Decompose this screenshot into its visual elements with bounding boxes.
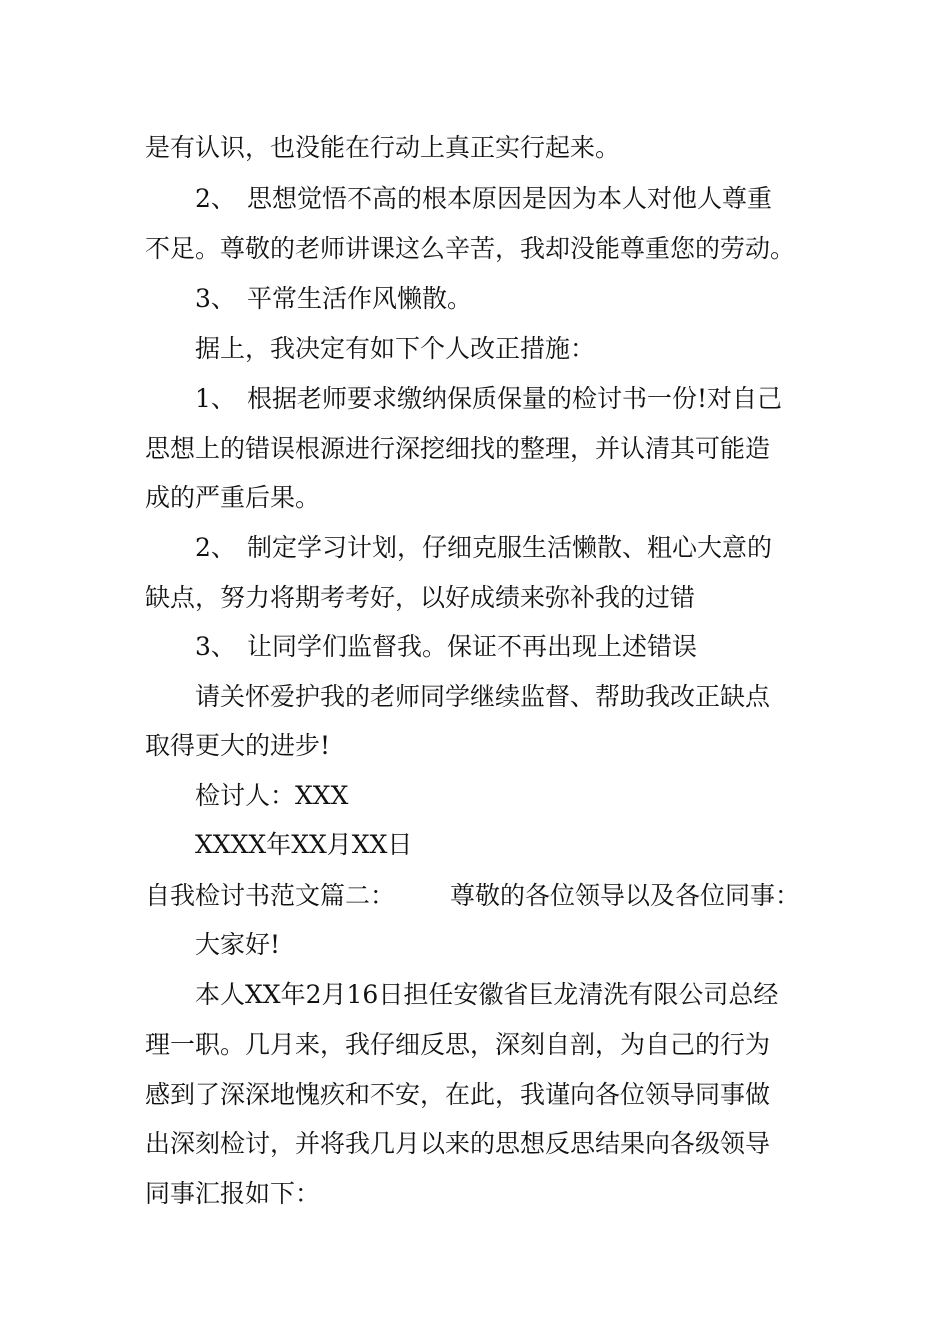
text-line-content: 理一职。几月来，我仔细反思，深刻自剖，为自己的行为	[145, 1030, 771, 1059]
text-line	[145, 1025, 815, 1065]
text-line	[145, 429, 815, 469]
list-item	[195, 528, 815, 568]
list-item-text: 让同学们监督我。保证不再出现上述错误	[247, 632, 698, 661]
list-item-text: 平常生活作风懒散。	[247, 284, 473, 313]
date-line	[195, 825, 815, 865]
text-line	[145, 128, 815, 168]
text-line	[145, 1075, 815, 1115]
list-item-text: 根据老师要求缴纳保质保量的检讨书一份!对自己	[247, 384, 783, 413]
text-line-content: 据上，我决定有如下个人改正措施：	[195, 334, 596, 363]
greeting	[195, 925, 815, 965]
text-line	[145, 726, 815, 766]
text-line	[145, 1124, 815, 1164]
text-line	[195, 677, 815, 717]
list-item-text: 制定学习计划，仔细克服生活懒散、粗心大意的	[247, 533, 773, 562]
list-number: 3、	[195, 284, 236, 313]
list-item-text: 思想觉悟不高的根本原因是因为本人对他人尊重	[247, 184, 773, 213]
list-item	[195, 279, 815, 319]
text-line	[195, 329, 815, 369]
text-line-content: 缺点，努力将期考考好，以好成绩来弥补我的过错	[145, 583, 696, 612]
text-line-content: 取得更大的进步!	[145, 731, 331, 760]
signature-line	[195, 776, 815, 816]
text-line	[145, 578, 815, 618]
list-item	[195, 179, 815, 219]
text-line-content: 是有认识，也没能在行动上真正实行起来。	[145, 133, 621, 162]
text-line	[145, 229, 815, 269]
text-line	[145, 478, 815, 518]
date-text: XXXX年XX月XX日	[195, 830, 413, 859]
list-number: 3、	[195, 632, 236, 661]
salutation: 尊敬的各位领导以及各位同事：	[450, 881, 801, 910]
text-line	[145, 1174, 815, 1214]
text-line-content: 不足。尊敬的老师讲课这么辛苦，我却没能尊重您的劳动。	[145, 234, 796, 263]
text-line-content: 出深刻检讨，并将我几月以来的思想反思结果向各级领导	[145, 1129, 771, 1158]
signature-text: 检讨人：XXX	[195, 781, 349, 810]
text-line-content: 成的严重后果。	[145, 483, 321, 512]
text-line-content: 感到了深深地愧疚和不安，在此，我谨向各位领导同事做	[145, 1080, 771, 1109]
list-item	[195, 379, 815, 419]
text-line	[195, 975, 815, 1015]
text-line-content: 同事汇报如下：	[145, 1179, 321, 1208]
list-number: 1、	[195, 384, 236, 413]
list-number: 2、	[195, 533, 236, 562]
text-line-content: 请关怀爱护我的老师同学继续监督、帮助我改正缺点	[195, 682, 771, 711]
section-title: 自我检讨书范文篇二：	[145, 881, 396, 910]
text-line-content: 思想上的错误根源进行深挖细找的整理，并认清其可能造	[145, 434, 771, 463]
list-item	[195, 627, 815, 667]
greeting-text: 大家好!	[195, 930, 281, 959]
text-line-content: 本人XX年2月16日担任安徽省巨龙清洗有限公司总经	[195, 980, 779, 1009]
list-number: 2、	[195, 184, 236, 213]
